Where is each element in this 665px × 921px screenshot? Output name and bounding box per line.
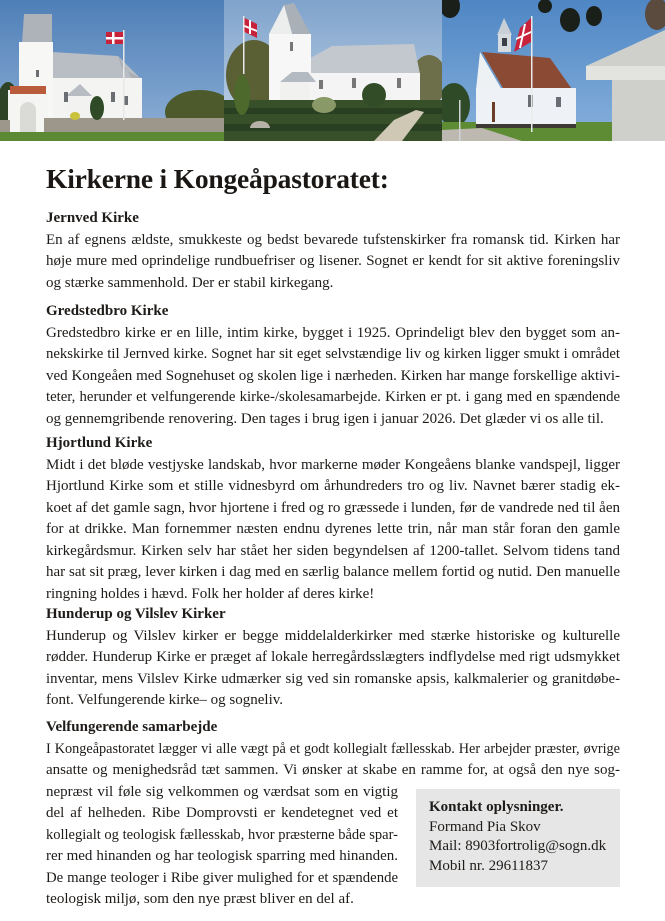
paragraph-line: I Kongeåpastoratet lægger vi alle vægt på et godt kollegialt fællesskab. Her arbejder præster, øvrige bbox=[46, 740, 620, 757]
paragraph-line: nekskirke til Jernved kirke. Sognet har sit eget selvstændige liv og kirken ligger smukt i området bbox=[46, 346, 620, 362]
paragraph-line: Gredstedbro kirke er en lille, intim kirke, bygget i 1925. Oprindeligt blev den bygget som an- bbox=[46, 324, 620, 341]
paragraph-line: De mange teologer i Ribe giver mulighed for et spændende bbox=[46, 869, 398, 886]
paragraph-line: rer med hinanden og har teologisk sparring med hinanden. bbox=[46, 848, 398, 864]
section-velfungerende-samarbejde bbox=[46, 717, 620, 782]
contact-heading: Kontakt oplysninger. bbox=[429, 799, 564, 815]
section-heading: Jernved Kirke bbox=[46, 210, 139, 226]
contact-info-box bbox=[416, 789, 620, 887]
paragraph-line: font. Velfungerende kirke– og sogneliv. bbox=[46, 692, 284, 708]
paragraph-line: En af egnens ældste, smukkeste og bedst bevarede tufstenskirker fra romansk tid. Kirken har bbox=[46, 231, 620, 248]
section-heading: Hjortlund Kirke bbox=[46, 435, 153, 451]
paragraph-line: inventar, mens Vilslev Kirke udmærker sig ved sin romanske apsis, kalkmalerier og granitdøbe- bbox=[46, 670, 620, 687]
paragraph-line: koet af det gamle sagn, hvor hjortene i fred og ro græssede i lunden, før de vandrede ned til åen bbox=[46, 499, 620, 516]
church-photo-strip bbox=[0, 0, 665, 141]
photo-jernved-church bbox=[0, 0, 224, 141]
paragraph-line: ved Kongeåen med Sognehuset og skolen lige i nærheden. Kirken har mange forskellige aktivi- bbox=[46, 367, 620, 384]
paragraph-line: kollegialt og teologisk fællesskab, hvor præsterne både spar- bbox=[46, 826, 398, 843]
page-title: Kirkerne i Kongeåpastoratet: bbox=[46, 163, 389, 194]
contact-chair: Formand Pia Skov bbox=[429, 818, 541, 835]
section-hunderup-vilslev-kirker bbox=[46, 604, 620, 712]
paragraph-line: teologisk miljø, som den nye præst bliver en del af. bbox=[46, 891, 354, 907]
paragraph-line: kirkegårdsmur. Kirken selv har stået her siden begyndelsen af 1200-tallet. Selvom tidens tand bbox=[46, 542, 620, 559]
contact-phone[interactable]: Mobil nr. 29611837 bbox=[429, 857, 549, 874]
paragraph-line: for at drikke. Man fornemmer næsten endnu dyrenes lette trin, når man står foran den gamle bbox=[46, 521, 620, 537]
section-jernved-kirke bbox=[46, 208, 620, 294]
section-hjortlund-kirke bbox=[46, 433, 620, 605]
section-heading: Hunderup og Vilslev Kirker bbox=[46, 606, 226, 622]
photo-third-church bbox=[442, 0, 665, 141]
section-heading: Gredstedbro Kirke bbox=[46, 303, 169, 319]
paragraph-line: rødder. Hunderup Kirke er præget af lokale herregårdsslægters indflydelse med rigt udsmykket bbox=[46, 649, 620, 665]
paragraph-line: og gennemgribende renovering. Den tages i brug igen i januar 2026. Det glæder vi os alle til. bbox=[46, 410, 604, 427]
section-heading: Velfungerende samarbejde bbox=[46, 719, 218, 735]
section-velfungerende-samarbejde-continued bbox=[46, 782, 398, 911]
paragraph-line: høje mure med oprindelige rundbuefriser og lisener. Sognet er kendt for sit aktive foreningsliv bbox=[46, 253, 620, 269]
paragraph-line: ansatte og menighedsråd tæt sammen. Vi ønsker at skabe en ramme for, at også den nye sog- bbox=[46, 762, 620, 778]
paragraph-line: Midt i det bløde vestjyske landskab, hvor markerne møder Kongeåens blanke vandspejl, ligger bbox=[46, 456, 620, 473]
paragraph-line: og stærke sammenhold. Der er stabil kirkegang. bbox=[46, 274, 334, 291]
paragraph-line: Hunderup og Vilslev kirker er begge middelalderkirker med stærke historiske og kulturelle bbox=[46, 627, 620, 644]
photo-second-church bbox=[224, 0, 442, 141]
paragraph-line: Hjortlund Kirke som et stille vidnesbyrd om århundreders tro og liv. Navnet bærer stadig ek- bbox=[46, 478, 620, 494]
paragraph-line: ringning holdes i hævd. Folk her holder af deres kirke! bbox=[46, 585, 375, 602]
paragraph-line: nepræst vil føle sig velkommen og værdsat som en vigtig bbox=[46, 783, 398, 800]
contact-email[interactable]: Mail: 8903fortrolig@sogn.dk bbox=[429, 838, 607, 854]
section-gredstedbro-kirke bbox=[46, 301, 620, 430]
paragraph-line: har sat sit præg, lever kirken i dag med en særlig balance mellem fortid og nutid. Den manuelle bbox=[46, 564, 620, 580]
paragraph-line: teter, herunder et velfungerende kirke-/skolesamarbejde. Kirken er pt. i gang med en spændende bbox=[46, 389, 620, 405]
paragraph-line: del af helheden. Ribe Domprovsti er kendetegnet ved et bbox=[46, 805, 398, 821]
